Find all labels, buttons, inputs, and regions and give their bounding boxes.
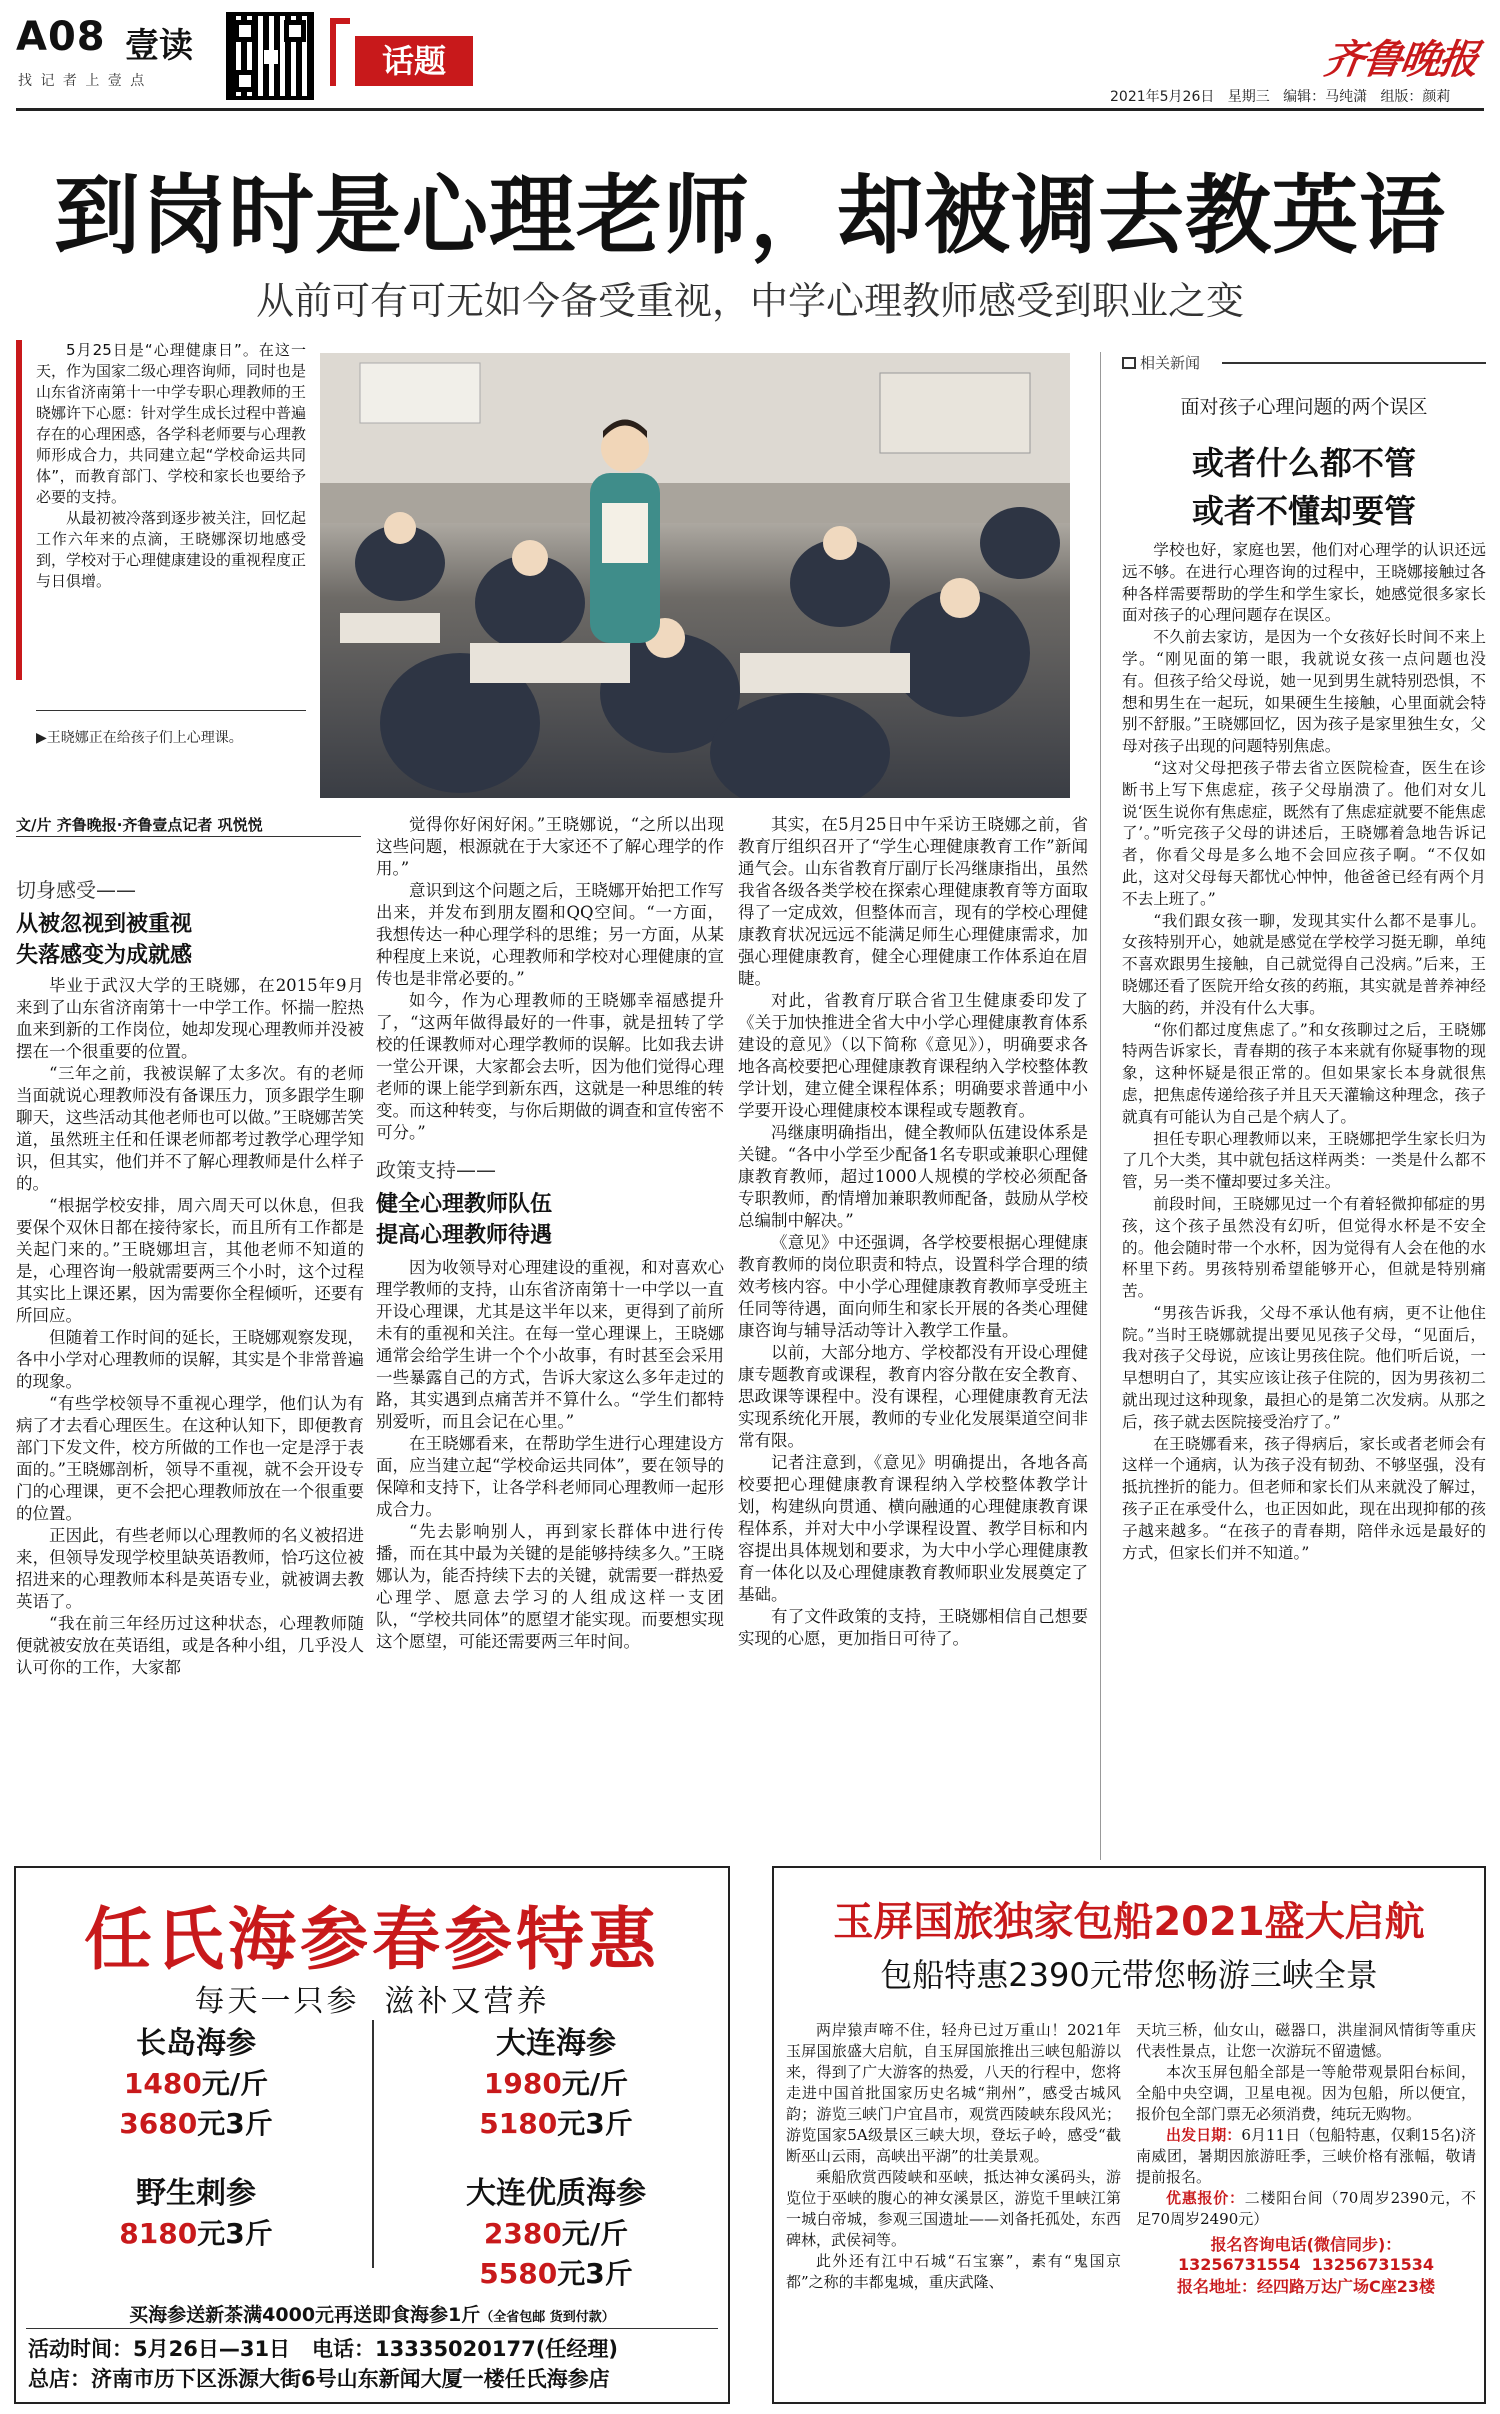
- topic-badge: 话题: [355, 36, 473, 86]
- byline-rule: [16, 836, 361, 837]
- ad1-slogan: 每天一只参 滋补又营养: [194, 1984, 550, 2019]
- ad1-info: [28, 2334, 720, 2394]
- ad1-price: 3680: [119, 2107, 198, 2140]
- section2-title-2: 提高心理教师待遇: [376, 1223, 553, 1248]
- ad1-item: [436, 2018, 676, 2142]
- related-paragraph: 学校也好，家庭也罢，他们对心理学的认识还远远不够。在进行心理咨询的过程中，王晓娜接触过各种各样需要帮助的学生和学生家长，她感觉很多家长面对孩子的心理问题存在误区。: [1122, 541, 1486, 625]
- related-news-tag: [1122, 352, 1200, 373]
- article-paragraph: 因为收领导对心理建设的重视，和对喜欢心理学教师的支持，山东省济南第十一中学以一直开设心理课，尤其是这半年以来，更得到了前所未有的重视和关注。在每一堂心理课上，王晓娜通常会给学生讲一个个小故事，有时甚至会采用一些暴露自己的方式，告诉大家这么多年走过的路，其实遇到点痛苦并不算什么。“学生们都特别爱听，而且会记在心里。”: [376, 1258, 724, 1431]
- related-paragraph: “我们跟女孩一聊，发现其实什么都不是事儿。女孩特别开心，她就是感觉在学校学习挺无聊，单纯不喜欢跟男生接触，自己就觉得自己没病。”后来，王晓娜还看了医院开给女孩的药瓶，其实就是普养神经大脑的药，并没有什么大事。: [1122, 911, 1486, 1017]
- related-paragraph: “这对父母把孩子带去省立医院检查，医生在诊断书上写下焦虑症，孩子父母崩溃了。他们对女儿说‘医生说你有焦虑症，既然有了焦虑症就要不能焦虑了’。”听完孩子父母的讲述后，王晓娜着急地告诉记者，你看父母是多么地不会回应孩子啊。“不仅如此，这对父母每天都忧心忡忡，他爸爸已经有两个月不去上班了。”: [1122, 758, 1486, 908]
- issue-info: [1110, 86, 1450, 106]
- intro-paragraph: 从最初被冷落到逐步被关注，回忆起工作六年来的点滴，王晓娜深切地感受到，学校对于心理健康建设的重视程度正与日俱增。: [36, 509, 307, 590]
- ad1-promo-text: 买海参送新茶满4000元再送即食海参1斤: [129, 2304, 481, 2326]
- ad1-item: [416, 2168, 696, 2292]
- ad2-paragraph: 此外还有江中石城“石宝寨”，素有“鬼国京都”之称的丰都鬼城，重庆武隆、: [786, 2252, 1121, 2291]
- headline: 到岗时是心理老师，却被调去教英语: [54, 166, 1446, 266]
- caption-rule: [36, 710, 306, 711]
- ad2-address: 报名地址：经四路万达广场C座23楼: [1176, 2277, 1435, 2296]
- ad1-price: 5580: [479, 2257, 558, 2290]
- article-paragraph: 觉得你好闲好闲。”王晓娜说，“之所以出现这些问题，根源就在于大家还不了解心理学的作用。”: [376, 815, 724, 878]
- section2-title-1: 健全心理教师队伍: [376, 1192, 553, 1217]
- ad1-unit: 元/斤: [561, 2067, 629, 2100]
- ad1-unit: 元3斤: [197, 2107, 273, 2140]
- article-paragraph: 对此，省教育厅联合省卫生健康委印发了《关于加快推进全省大中小学心理健康教育体系建设的意见》（以下简称《意见》），明确要求各地各高校要把心理健康教育课程纳入学校整体教学计划，建立健全课程体系；明确要求普通中小学要开设心理健康校本课程或专题教育。: [738, 991, 1088, 1120]
- header-rule: [16, 108, 1484, 111]
- article-paragraph: “先去影响别人，再到家长群体中进行传播，而在其中最为关键的是能够持续多久。”王晓娜认为，能否持续下去的关键，就需要一群热爱心理学、愿意去学习的人组成这样一支团队，“学校共同体”的愿望才能实现。而要想实现这个愿望，可能还需要两三年时间。: [376, 1522, 724, 1651]
- ad1-phone[interactable]: 电话：13335020177(任经理): [312, 2337, 618, 2361]
- issue-date: 2021年5月26日: [1110, 89, 1215, 105]
- related-paragraph: 在王晓娜看来，孩子得病后，家长或者老师会有这样一个通病，认为孩子没有韧劲、不够坚强，没有抵抗挫折的能力。但老师和家长们从来就没了解过，孩子正在承受什么，也正因如此，现在出现抑郁的孩子越来越多。“在孩子的青春期，陪伴永远是最好的方式，但家长们并不知道。”: [1122, 1434, 1486, 1562]
- article-paragraph: 以前，大部分地方、学校都没有开设心理健康专题教育或课程，教育内容分散在安全教育、思政课等课程中。没有课程，心理健康教育无法实现系统化开展，教师的专业化发展渠道空间非常有限。: [738, 1343, 1088, 1450]
- article-paragraph: “我在前三年经历过这种状态，心理教师随便就被安放在英语组，或是各种小组，几乎没人认可你的工作，大家都: [16, 1614, 364, 1677]
- ad1-item-name: 长岛海参: [136, 2026, 256, 2061]
- section1-kicker: 切身感受——: [16, 878, 136, 902]
- ad1-title: 任氏海参春参特惠: [83, 1901, 660, 1980]
- article-paragraph: 其实，在5月25日中午采访王晓娜之前，省教育厅组织召开了“学生心理健康教育工作”新闻通气会。山东省教育厅副厅长冯继康指出，虽然我省各级各类学校在探索心理健康教育等方面取得了一定成效，但整体而言，现有的学校心理健康教育状况远远不能满足师生心理健康需求，加强心理健康教育，健全心理健康工作体系迫在眉睫。: [738, 815, 1088, 988]
- ad2-paragraph: 天坑三桥，仙女山，磁器口，洪崖洞风情街等重庆代表性景点，让您一次游玩不留遗憾。: [1136, 2021, 1476, 2060]
- article-paragraph: 有了文件政策的支持，王晓娜相信自己想要实现的心愿，更加指日可待了。: [738, 1607, 1088, 1648]
- section1-title-2: 失落感变为成就感: [16, 943, 193, 968]
- article-paragraph: “三年之前，我被误解了太多次。有的老师当面就说心理教师没有备课压力，顶多跟学生聊聊天，这些活动其他老师也可以做。”王晓娜苦笑道，虽然班主任和任课老师都考过教学心理学知识，但其实，他们并不了解心理教师是什么样子的。: [16, 1064, 364, 1193]
- ad1-price: 5180: [479, 2107, 558, 2140]
- byline: 文/片 齐鲁晚报·齐鲁壹点记者 巩悦悦: [16, 816, 263, 834]
- ad2-left-text: [786, 2020, 1121, 2396]
- ad1-unit: 元3斤: [557, 2257, 633, 2290]
- related-paragraph: 不久前去家访，是因为一个女孩好长时间不来上学。“刚见面的第一眼，我就说女孩一点问题也没有。但孩子给父母说，她一见到男生就特别恐惧，不想和男生在一起玩，如果硬生生接触，心里面就会特别不舒服。”王晓娜回忆，因为孩子是家里独生女，父母对孩子出现的问题特别焦虑。: [1122, 628, 1486, 756]
- ad1-item: [76, 2168, 316, 2252]
- ad1-price: 2380: [483, 2217, 562, 2250]
- doc-icon: [1122, 357, 1136, 369]
- article-paragraph: 在王晓娜看来，在帮助学生进行心理建设方面，应当建立起“学校命运共同体”，要在领导的保障和支持下，让各学科老师同心理教师一起形成合力。: [376, 1434, 724, 1519]
- qr-code-icon[interactable]: [226, 12, 314, 100]
- article-paragraph: 《意见》中还强调，各学校要根据心理健康教育教师的岗位职责和特点，设置科学合理的绩效考核内容。中小学心理健康教育教师享受班主任同等待遇，面向师生和家长开展的各类心理健康咨询与辅导活动等计入教学工作量。: [738, 1233, 1088, 1340]
- ad1-address: 总店：济南市历下区泺源大街6号山东新闻大厦一楼任氏海参店: [28, 2367, 610, 2391]
- intro-accent-bar: [16, 340, 22, 680]
- article-column-1: [16, 874, 364, 1854]
- section1-title-1: 从被忽视到被重视: [16, 912, 193, 937]
- sidebar-divider: [1100, 352, 1101, 1860]
- related-paragraph: 前段时间，王晓娜见过一个有着轻微抑郁症的男孩，这个孩子虽然没有幻听，但觉得水杯是不安全的。他会随时带一个水杯，因为觉得有人会在他的水杯里下药。男孩特别希望能够开心，但就是特别痛苦。: [1122, 1194, 1486, 1301]
- issue-weekday: 星期三: [1227, 89, 1270, 105]
- related-paragraph: “男孩告诉我，父母不承认他有病，更不让他住院。”当时王晓娜就提出要见见孩子父母，“见面后，我对孩子父母说，应该让男孩住院。他们听后说，一早想明白了，其实应该让孩子住院的，因为男孩初二就出现过这种现象，最担心的是第二次发病。从那之后，孩子就去医院接受治疗了。”: [1122, 1303, 1486, 1431]
- ad1-time: 活动时间：5月26日—31日: [28, 2337, 291, 2361]
- ad1-item-name: 野生刺参: [136, 2176, 256, 2211]
- article-paragraph: 记者注意到，《意见》明确提出，各地各高校要把心理健康教育课程纳入学校整体教学计划，构建纵向贯通、横向融通的心理健康教育课程体系，并对大中小学课程设置、教学目标和内容提出具体规划和要求，为大中小学心理健康教育一体化以及心理健康教育教师职业发展奠定了基础。: [738, 1453, 1088, 1604]
- layout-credit: 组版：颜莉: [1380, 89, 1451, 105]
- ad2-paragraph: 本次玉屏包船全部是一等舱带观景阳台标间，全船中央空调，卫星电视。因为包船，所以便宜，报价包全部门票无必须消费，纯玩无购物。: [1136, 2063, 1476, 2123]
- ad2-subtitle: 包船特惠2390元带您畅游三峡全景: [880, 1956, 1378, 1994]
- ad1-item-name: 大连海参: [496, 2026, 616, 2061]
- article-column-3: [738, 814, 1088, 1854]
- ad1-item-name: 大连优质海参: [466, 2176, 646, 2211]
- related-paragraph: 担任专职心理教师以来，王晓娜把学生家长归为了几个大类，其中就包括这样两类：一类是什么都不管，另一类不懂却要过多关注。: [1122, 1129, 1486, 1192]
- article-paragraph: “根据学校安排，周六周天可以休息，但我要保个双休日都在接待家长，而且所有工作都是关起门来的。”王晓娜坦言，其他老师不知道的是，心理咨询一般就需要两三个小时，这个过程其实比上课还累，因为需要你全程倾听，还要有所回应。: [16, 1196, 364, 1325]
- article-paragraph: 正因此，有些老师以心理教师的名义被招进来，但领导发现学校里缺英语教师，恰巧这位被招进来的心理教师本科是英语专业，就被调去教英语了。: [16, 1526, 364, 1611]
- ad2-paragraph: 两岸猿声啼不住，轻舟已过万重山！2021年玉屏国旅盛大启航，自玉屏国旅推出三峡包船游以来，得到了广大游客的热爱，八天的行程中，您将走进中国首批国家历史名城“荆州”，感受古城风韵；游览三峡门户宜昌市，观赏西陵峡东段风光；游览国家5A级景区三峡大坝，登坛子岭，感受“截断巫山云雨，高峡出平湖”的壮美景观。: [786, 2021, 1121, 2165]
- article-paragraph: 冯继康明确指出，健全教师队伍建设体系是关键。“各中小学至少配备1名专职或兼职心理健康教育教师，超过1000人规模的学校必须配备专职教师，酌情增加兼职教师配备，鼓励从学校总编制中解决。”: [738, 1123, 1088, 1230]
- ad1-unit: 元3斤: [197, 2217, 273, 2250]
- ad1-item: [76, 2018, 316, 2142]
- classroom-photo-art: [320, 353, 1070, 798]
- related-news-body: [1122, 540, 1486, 1860]
- ad1-price: 8180: [119, 2217, 198, 2250]
- editor-credit: 编辑：马纯潇: [1283, 89, 1368, 105]
- ad-sea-cucumber[interactable]: [14, 1866, 730, 2404]
- article-paragraph: 如今，作为心理教师的王晓娜幸福感提升了，“这两年做得最好的一件事，就是扭转了学校的任课教师对心理学教师的误解。比如我去讲一堂公开课，大家都会去听，因为他们觉得心理老师的课上能学到新东西，这就是一种思维的转变。而这种转变，与你后期做的调查和宣传密不可分。”: [376, 991, 724, 1142]
- section-sub: 找 记 者 上 壹 点: [18, 73, 147, 89]
- newspaper-logo: 齐鲁晚报: [1321, 36, 1480, 83]
- ad2-phones[interactable]: 13256731554 13256731534: [1177, 2255, 1435, 2274]
- related-news-label: 相关新闻: [1140, 354, 1201, 372]
- article-paragraph: “有些学校领导不重视心理学，他们认为有病了才去看心理医生。在这种认知下，即便教育部门下发文件，校方所做的工作也一定是浮于表面的。”王晓娜剖析，领导不重视，就不会开设专门的心理课，更不会把心理教师放在一个很重要的位置。: [16, 1394, 364, 1523]
- section2-kicker: 政策支持——: [376, 1158, 496, 1182]
- sidebar-top-rule: [1222, 362, 1486, 364]
- ad1-price: 1480: [123, 2067, 202, 2100]
- classroom-photo: [320, 353, 1070, 798]
- related-news-sidebar: [1122, 352, 1486, 1860]
- ad1-unit: 元/斤: [561, 2217, 629, 2250]
- topic-bracket-icon: [330, 18, 350, 86]
- ad1-divider: [372, 2020, 374, 2268]
- ad2-paragraph: 乘船欣赏西陵峡和巫峡，抵达神女溪码头，游览位于巫峡的腹心的神女溪景区，游览千里峡江第一城白帝城，参观三国遗址——刘备托孤处，东西碑林，武侯祠等。: [786, 2168, 1121, 2249]
- article-paragraph: 毕业于武汉大学的王晓娜，在2015年9月来到了山东省济南第十一中学工作。怀揣一腔热血来到新的工作岗位，她却发现心理教师并没被摆在一个很重要的位置。: [16, 976, 364, 1061]
- article-column-2: [376, 814, 724, 1854]
- article-paragraph: 但随着工作时间的延长，王晓娜观察发现，各中小学对心理教师的误解，其实是个非常普遍的现象。: [16, 1328, 364, 1391]
- ad1-unit: 元/斤: [201, 2067, 269, 2100]
- ad1-price: 1980: [483, 2067, 562, 2100]
- ad1-promo: [16, 2300, 728, 2327]
- related-news-kicker: 面对孩子心理问题的两个误区: [1180, 396, 1428, 418]
- subheadline: 从前可有可无如今备受重视，中学心理教师感受到职业之变: [255, 279, 1244, 323]
- related-news-title-2: 或者不懂却要管: [1191, 492, 1416, 530]
- ad2-departure-label: 出发日期：: [1166, 2126, 1242, 2144]
- ad1-rule: [26, 2328, 718, 2329]
- ad1-unit: 元3斤: [557, 2107, 633, 2140]
- ad2-title: 玉屏国旅独家包船2021盛大启航: [833, 1899, 1425, 1945]
- intro-box: [16, 340, 312, 800]
- ad-three-gorges-cruise[interactable]: [772, 1866, 1486, 2404]
- ad2-hotline-label: 报名咨询电话(微信同步)：: [1210, 2235, 1402, 2254]
- related-paragraph: “你们都过度焦虑了。”和女孩聊过之后，王晓娜特两告诉家长，青春期的孩子本来就有你疑事物的现象，这种怀疑是很正常的。但如果家长本身就很焦虑，把焦虑传递给孩子并且天天灌输这种理念，孩子就真有可能认为自己是个病人了。: [1122, 1020, 1486, 1126]
- article-paragraph: 意识到这个问题之后，王晓娜开始把工作写出来，并发布到朋友圈和QQ空间。“一方面，我想传达一种心理学科的思维；另一方面，从某种程度上来说，心理教师和学校对心理健康的宣传也是非常必要的。”: [376, 881, 724, 988]
- ad2-departure: 6月11日（包船特惠，仅剩15名)济南威团，暑期因旅游旺季，三峡价格有涨幅，敬请提前报名。: [1136, 2126, 1476, 2186]
- ad2-price: 二楼阳台间（70周岁2390元，不足70周岁2490元）: [1136, 2189, 1476, 2228]
- section-name: 壹读: [125, 26, 193, 66]
- intro-paragraph: 5月25日是“心理健康日”。在这一天，作为国家二级心理咨询师，同时也是山东省济南第十一中学专职心理教师的王晓娜许下心愿：针对学生成长过程中普遍存在的心理困惑，各学科老师要与心理教师形成合力，共同建立起“学校命运共同体”，而教育部门、学校和家长也要给予必要的支持。: [36, 341, 307, 506]
- ad1-promo-note: （全省包邮 货到付款）: [480, 2310, 615, 2325]
- ad2-right-text: [1136, 2020, 1476, 2396]
- ad2-price-label: 优惠报价：: [1166, 2189, 1245, 2207]
- page-number: A08: [16, 14, 106, 60]
- photo-caption: ▶王晓娜正在给孩子们上心理课。: [36, 730, 243, 746]
- related-news-title-1: 或者什么都不管: [1191, 444, 1416, 482]
